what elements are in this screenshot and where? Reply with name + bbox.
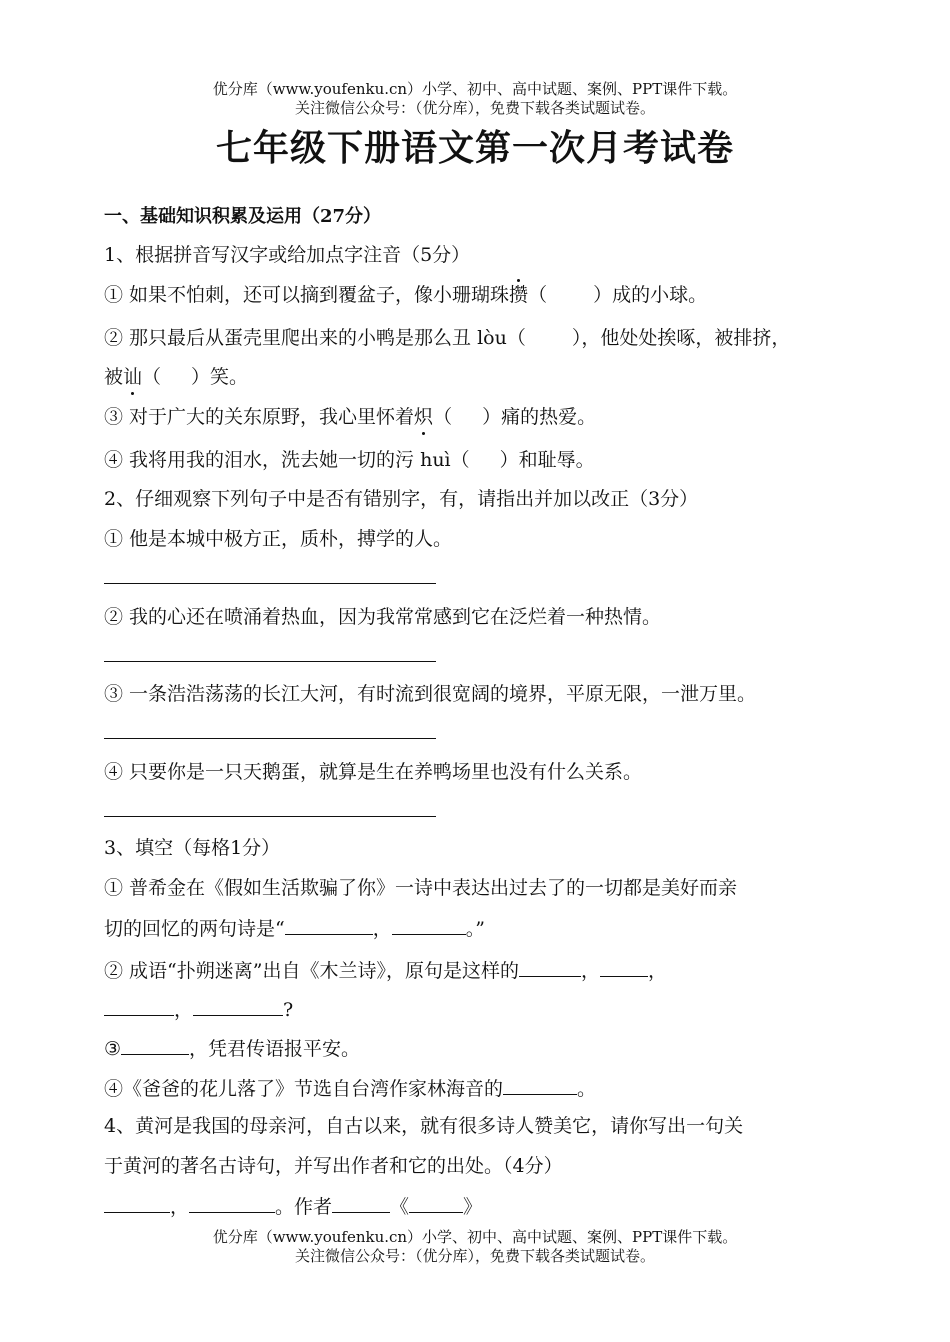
answer-line[interactable] (104, 738, 436, 739)
q3-fill-1-cont: 切的回忆的两句诗是“ ， 。” (104, 914, 485, 942)
section-heading: 一、基础知识积累及运用（27分） (104, 206, 382, 227)
question-4-stem-cont: 于黄河的著名古诗句，并写出作者和它的出处。（4分） (104, 1155, 563, 1177)
dotted-char: 攒 (509, 284, 529, 306)
question-3-stem: 3、填空（每格1分） (104, 837, 281, 859)
header-line-1: 优分库（www.youfenku.cn）小学、初中、高中试题、案例、PPT课件下载。 (212, 80, 738, 98)
fill-blank[interactable] (392, 914, 466, 935)
q1-item-2-cont: 被讪（ ）笑。 (104, 366, 249, 388)
source-blank[interactable] (409, 1192, 463, 1213)
q3-fill-2-cont: ， ? (104, 995, 293, 1023)
q1-item-4: ④ 我将用我的泪水，洗去她一切的污 huì（ ）和耻辱。 (104, 449, 595, 471)
fill-blank[interactable] (600, 956, 648, 977)
fill-blank[interactable] (104, 1192, 170, 1213)
question-1-stem: 1、根据拼音写汉字或给加点字注音（5分） (104, 244, 471, 266)
q1-item-2: ② 那只最后从蛋壳里爬出来的小鸭是那么丑 lòu（ ），他处处挨啄，被排挤， (104, 327, 791, 349)
fill-blank[interactable] (519, 956, 581, 977)
footer-line-1: 优分库（www.youfenku.cn）小学、初中、高中试题、案例、PPT课件下载。 (212, 1228, 738, 1246)
footer-line-2: 关注微信公众号：（优分库），免费下载各类试题试卷。 (294, 1247, 655, 1265)
q1-item-3: ③ 对于广大的关东原野，我心里怀着炽（ ）痛的热爱。 (104, 406, 597, 428)
fill-blank[interactable] (189, 1192, 275, 1213)
q4-answer-line: ， 。作者 《 》 (104, 1192, 482, 1220)
q3-fill-1: ① 普希金在《假如生活欺骗了你》一诗中表达出过去了的一切都是美好而亲 (104, 877, 738, 899)
fill-blank[interactable] (193, 995, 283, 1016)
fill-blank[interactable] (285, 914, 373, 935)
q3-fill-3: ③ ，凭君传语报平安。 (104, 1034, 360, 1062)
answer-line[interactable] (104, 661, 436, 662)
author-blank[interactable] (332, 1192, 390, 1213)
q2-sentence-4: ④ 只要你是一只天鹅蛋，就算是生在养鸭场里也没有什么关系。 (104, 761, 643, 783)
q3-fill-4: ④《爸爸的花儿落了》节选自台湾作家林海音的 。 (104, 1074, 596, 1102)
answer-line[interactable] (104, 816, 436, 817)
fill-blank[interactable] (121, 1034, 189, 1055)
q3-fill-2: ② 成语“扑朔迷离”出自《木兰诗》，原句是这样的 ， ， (104, 956, 667, 984)
answer-line[interactable] (104, 583, 436, 584)
q2-sentence-2: ② 我的心还在喷涌着热血，因为我常常感到它在泛烂着一种热情。 (104, 606, 662, 628)
question-2-stem: 2、仔细观察下列句子中是否有错别字，有，请指出并加以改正（3分） (104, 488, 699, 510)
question-4-stem: 4、黄河是我国的母亲河，自古以来，就有很多诗人赞美它，请你写出一句关 (104, 1115, 744, 1137)
dotted-char: 讪 (123, 366, 143, 388)
fill-blank[interactable] (104, 995, 174, 1016)
q1-item-1: ① 如果不怕刺，还可以摘到覆盆子，像小珊瑚珠攒（ ）成的小球。 (104, 284, 708, 306)
q2-sentence-3: ③ 一条浩浩荡荡的长江大河，有时流到很宽阔的境界，平原无限，一泄万里。 (104, 683, 757, 705)
fill-blank[interactable] (503, 1074, 577, 1095)
header-line-2: 关注微信公众号：（优分库），免费下载各类试题试卷。 (294, 99, 655, 117)
q2-sentence-1: ① 他是本城中极方正，质朴，搏学的人。 (104, 528, 453, 550)
dotted-char: 炽 (414, 406, 434, 428)
page-title: 七年级下册语文第一次月考试卷 (215, 128, 734, 169)
